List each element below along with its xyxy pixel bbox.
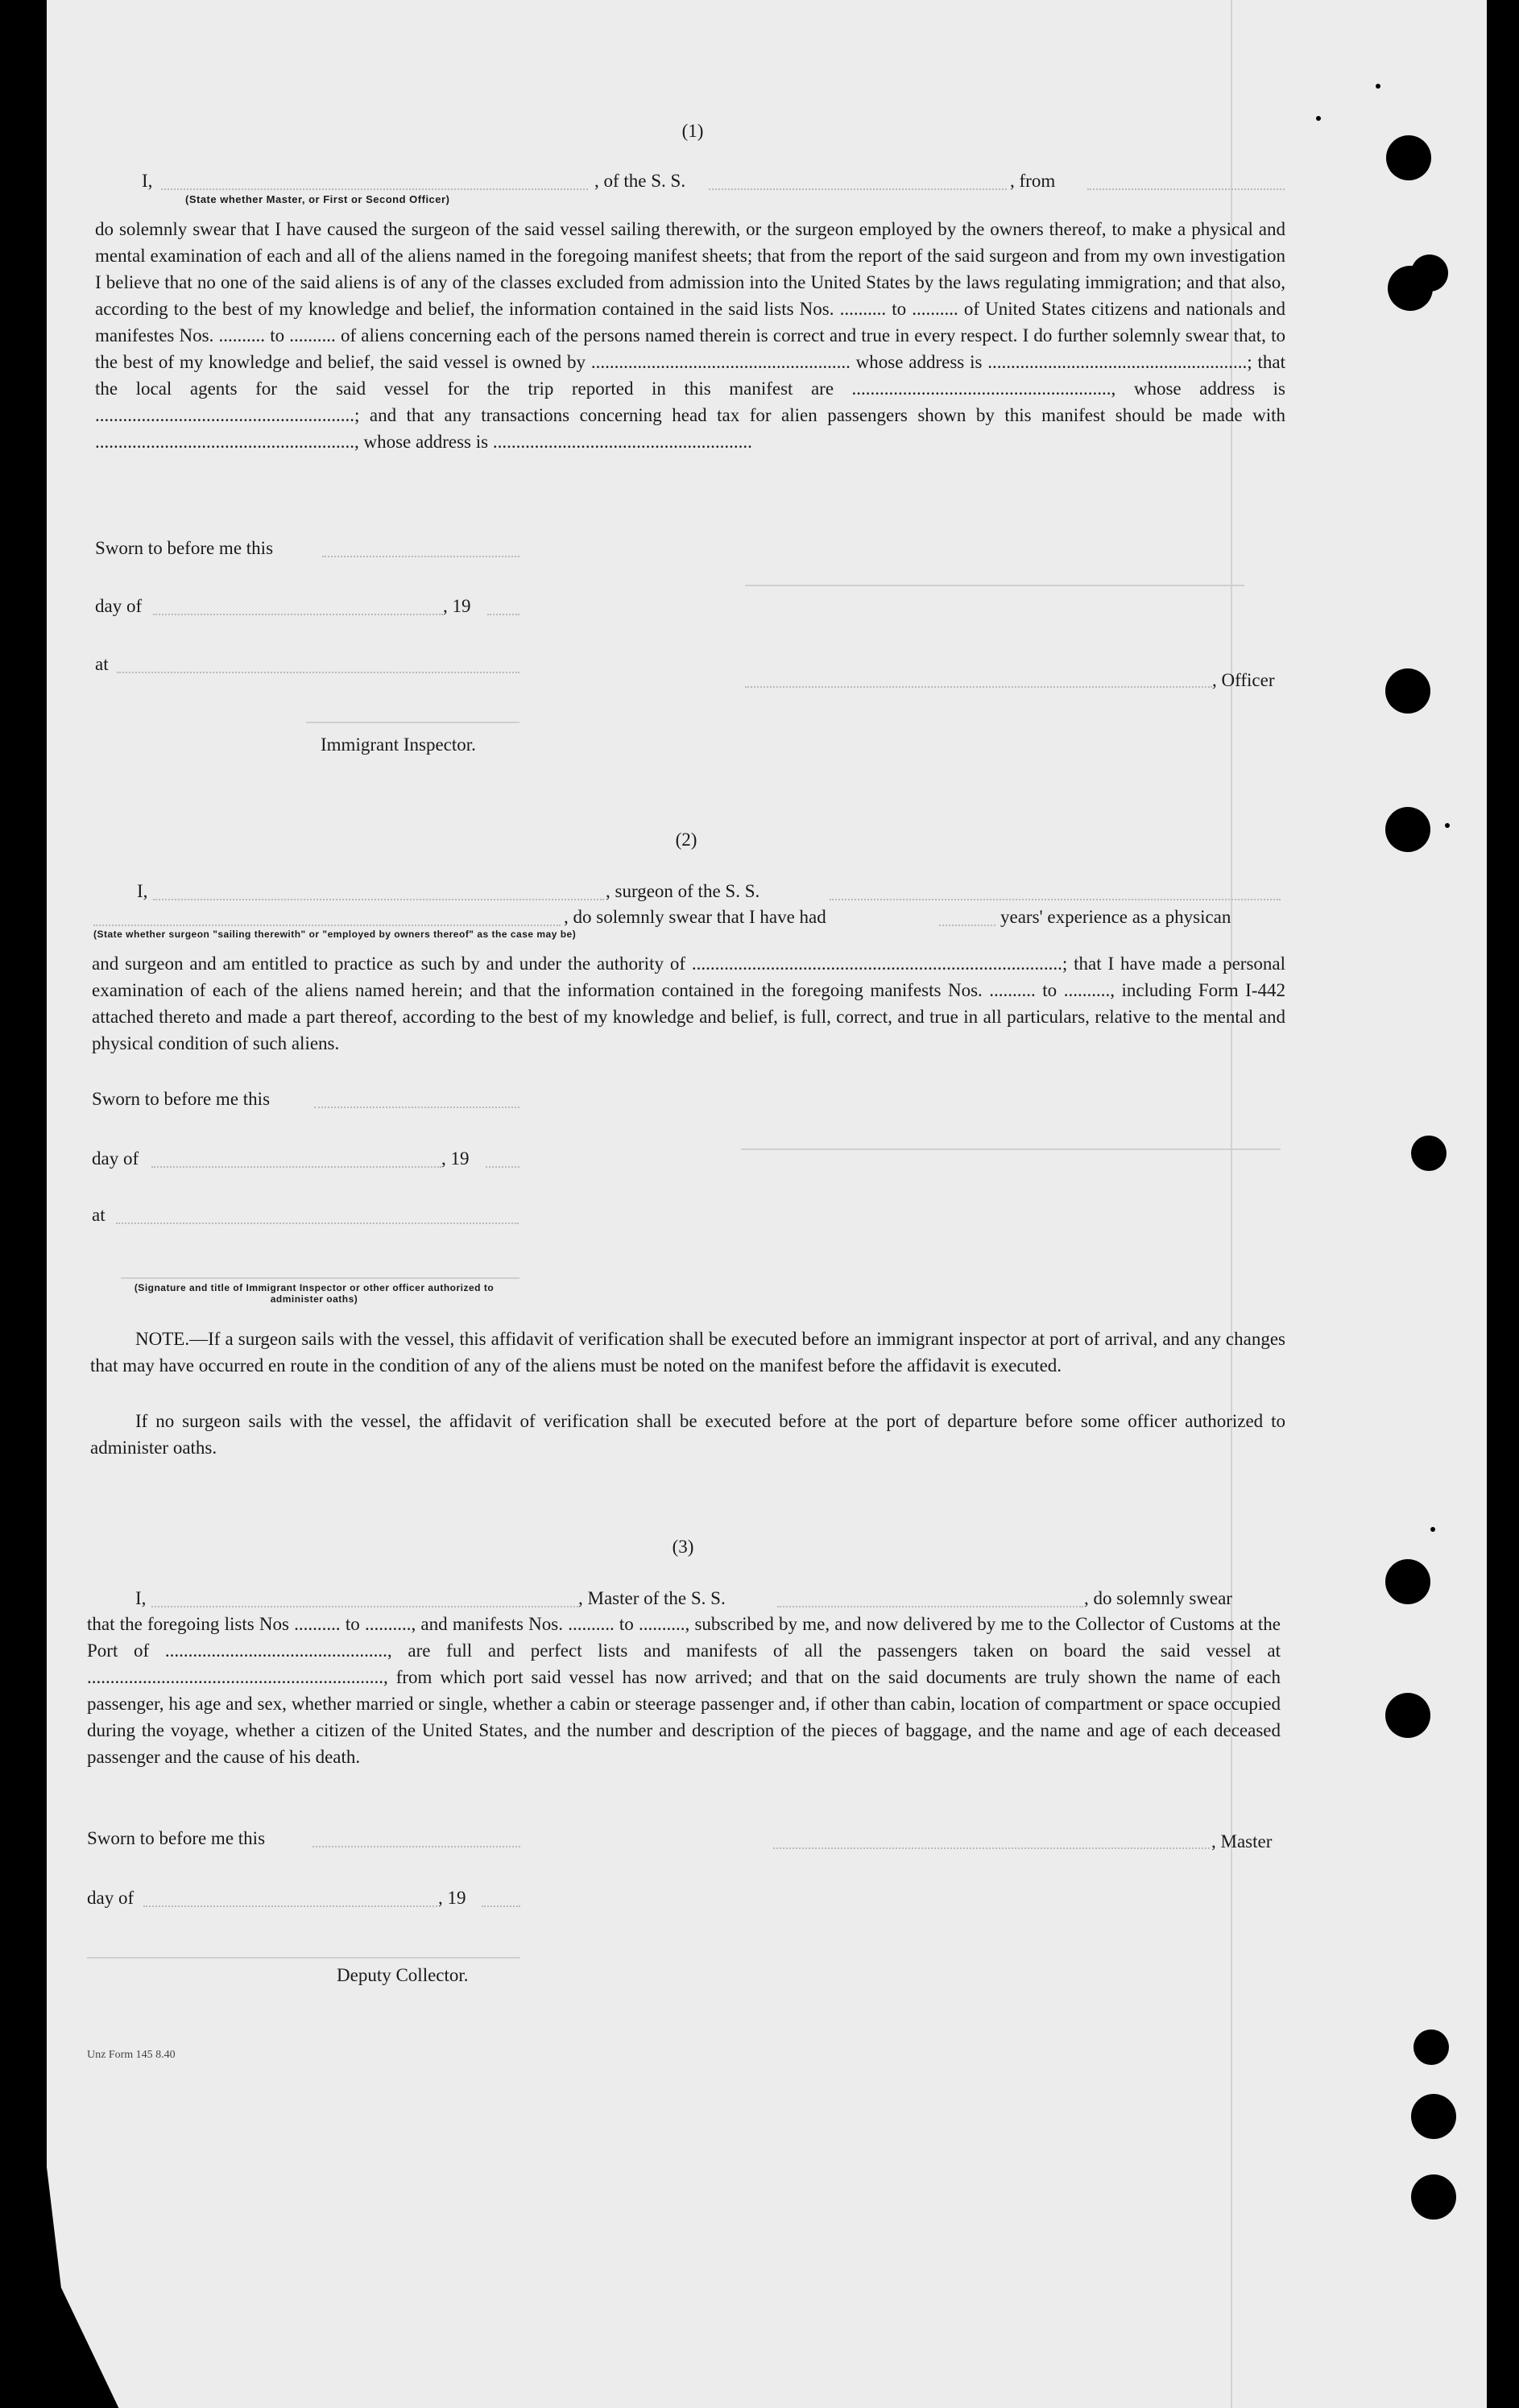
- master-of-ss-label: , Master of the S. S.: [578, 1588, 726, 1608]
- solemnly-swear-label: , do solemnly swear that I have had: [564, 907, 826, 927]
- section-2-place-field[interactable]: [116, 1223, 519, 1224]
- section-1-number: (1): [681, 121, 704, 141]
- binder-hole: [1385, 1559, 1430, 1604]
- section-1-i: I,: [142, 171, 153, 191]
- binder-hole: [1411, 2174, 1456, 2220]
- section-2-year: , 19: [441, 1148, 470, 1169]
- no-surgeon-note: If no surgeon sails with the vessel, the affidavit of verification shall be executed before at the port of departure before some officer authorized to administer oaths.: [90, 1411, 1285, 1458]
- section-3-day-of: day of: [87, 1888, 135, 1908]
- form-number: Unz Form 145 8.40: [87, 2049, 176, 2061]
- ink-speck: [1430, 1527, 1435, 1532]
- section-1-sworn: Sworn to before me this: [95, 538, 274, 558]
- section-1-sworn-day-field[interactable]: [322, 556, 519, 557]
- section-3-swear-label: , do solemnly swear: [1084, 1588, 1232, 1608]
- master-signature-field[interactable]: [773, 1847, 1210, 1849]
- section-2-number: (2): [675, 830, 697, 850]
- section-1-oath-text: do solemnly swear that I have caused the surgeon of the said vessel sailing therewith, or the surgeon employed by the owners thereof, to make a physical and mental examination of each and all of the aliens named in the foregoing manifest sheets; that from the report of the said surgeon and from my own investigation I believe that no one of the said aliens is of any of the classes excluded from admission into the United States by the laws regulating immigration; and that also, according to the best of my knowledge and belief, the information contained in the said lists Nos. .......... to .......... of United States citizens and nationals and manifestes Nos. .......... to .......... of aliens concerning each of the persons named therein is correct and true in every respect. I do further solemnly swear that, to the best of my knowledge and belief, the said vessel is owned by ........................................................ whose address is ........................................................; that the local agents for the said vessel for the trip reported in this manifest are ........................................................, whose address is ........................................................; and that any transactions concerning head tax for alien passengers shown by this manifest should be made with ........................................................, whose address is ........................................................: [95, 219, 1285, 452]
- section-2-i: I,: [137, 881, 148, 901]
- section-2-day-of: day of: [92, 1148, 139, 1169]
- of-ss-label: , of the S. S.: [594, 171, 686, 191]
- section-3-i: I,: [135, 1588, 147, 1608]
- section-3-sworn-day-field[interactable]: [312, 1846, 520, 1847]
- binder-hole: [1386, 135, 1431, 180]
- binder-hole: [1385, 807, 1430, 852]
- section-2-year-field[interactable]: [486, 1166, 519, 1168]
- section-1-at: at: [95, 654, 109, 674]
- deputy-collector-label: Deputy Collector.: [337, 1965, 469, 1985]
- years-experience-field[interactable]: [939, 925, 995, 926]
- master-label: , Master: [1211, 1831, 1273, 1852]
- master-name-field[interactable]: [151, 1606, 578, 1607]
- vessel-name-field[interactable]: [709, 188, 1007, 190]
- section-1-year-field[interactable]: [487, 614, 519, 615]
- officer-rank-hint: (State whether Master, or First or Second Officer): [185, 193, 450, 205]
- binder-hole: [1411, 254, 1448, 292]
- section-1-signature-line[interactable]: [745, 585, 1244, 586]
- section-2-sworn: Sworn to before me this: [92, 1089, 271, 1109]
- binder-hole: [1413, 2029, 1449, 2065]
- section-3-number: (3): [672, 1537, 694, 1557]
- ink-speck: [1376, 84, 1380, 89]
- binder-hole: [1411, 2094, 1456, 2139]
- section-2-inspector-signature[interactable]: [121, 1277, 519, 1279]
- section-2-at: at: [92, 1205, 106, 1225]
- immigrant-inspector-label: Immigrant Inspector.: [321, 734, 476, 755]
- surgeon-name-field[interactable]: [153, 899, 604, 900]
- section-2-sworn-day-field[interactable]: [314, 1107, 519, 1108]
- officer-rank-field[interactable]: [161, 188, 588, 190]
- from-label: , from: [1010, 171, 1056, 191]
- section-3-sworn: Sworn to before me this: [87, 1828, 266, 1848]
- collector-signature-line[interactable]: [87, 1957, 520, 1959]
- section-2-vessel-field[interactable]: [830, 899, 1281, 900]
- section-2-month-field[interactable]: [151, 1166, 441, 1168]
- surgeon-of-ss-label: , surgeon of the S. S.: [606, 881, 760, 901]
- section-3-vessel-field[interactable]: [777, 1606, 1083, 1607]
- section-1-day-of: day of: [95, 596, 143, 616]
- section-3-month-field[interactable]: [143, 1905, 437, 1907]
- years-experience-label: years' experience as a physican: [1000, 907, 1231, 927]
- section-3-year-field[interactable]: [482, 1905, 520, 1907]
- surgeon-status-field[interactable]: [93, 925, 561, 926]
- surgeon-status-hint: (State whether surgeon "sailing therewith" or "employed by owners thereof" as the case may be): [93, 929, 577, 940]
- ink-speck: [1445, 823, 1450, 828]
- section-2-signature-line[interactable]: [741, 1148, 1281, 1150]
- binder-hole: [1385, 1693, 1430, 1738]
- ink-speck: [1316, 116, 1321, 121]
- section-1-officer-field[interactable]: [745, 686, 1212, 688]
- binder-hole: [1385, 668, 1430, 714]
- inspector-signature-hint: (Signature and title of Immigrant Inspector or other officer authorized to administer oaths): [134, 1282, 495, 1305]
- section-3-oath-text: that the foregoing lists Nos .......... to .........., and manifests Nos. .......... to .........., subscribed by me, and now delivered by me to the Collector of Customs at the Port of ................................................, are full and perfect lists and manifests of all the passengers taken on board the said vessel at ................................................................, from which port said vessel has now arrived; and that on the said documents are truly shown the name of each passenger, his age and sex, whether married or single, whether a cabin or steerage passenger and, if other than cabin, location of compartment or space occupied during the voyage, whether a citizen of the United States, and the number and description of the pieces of baggage, and the name and age of each deceased passenger and the cause of his death.: [87, 1614, 1281, 1767]
- section-2-oath-text: and surgeon and am entitled to practice as such by and under the authority of ................................................................................; that I have made a personal examination of each of the aliens named herein; and that the information contained in the foregoing manifests Nos. .......... to .........., including Form I-442 attached thereto and made a part thereof, according to the best of my knowledge and belief, is full, correct, and true in all particulars, relative to the mental and physical condition of such aliens.: [92, 954, 1285, 1053]
- section-1-place-field[interactable]: [117, 672, 519, 673]
- departure-port-field[interactable]: [1087, 188, 1285, 190]
- surgeon-note: NOTE.—If a surgeon sails with the vessel, this affidavit of verification shall be executed before an immigrant inspector at port of arrival, and any changes that may have occurred en route in the condition of any of the aliens must be noted on the manifest before the affidavit is executed.: [90, 1329, 1285, 1376]
- section-1-year: , 19: [443, 596, 471, 616]
- binder-hole: [1411, 1136, 1447, 1171]
- officer-label: , Officer: [1212, 670, 1275, 690]
- section-1-month-field[interactable]: [153, 614, 443, 615]
- section-3-year: , 19: [438, 1888, 466, 1908]
- section-1-inspector-signature[interactable]: [306, 722, 519, 723]
